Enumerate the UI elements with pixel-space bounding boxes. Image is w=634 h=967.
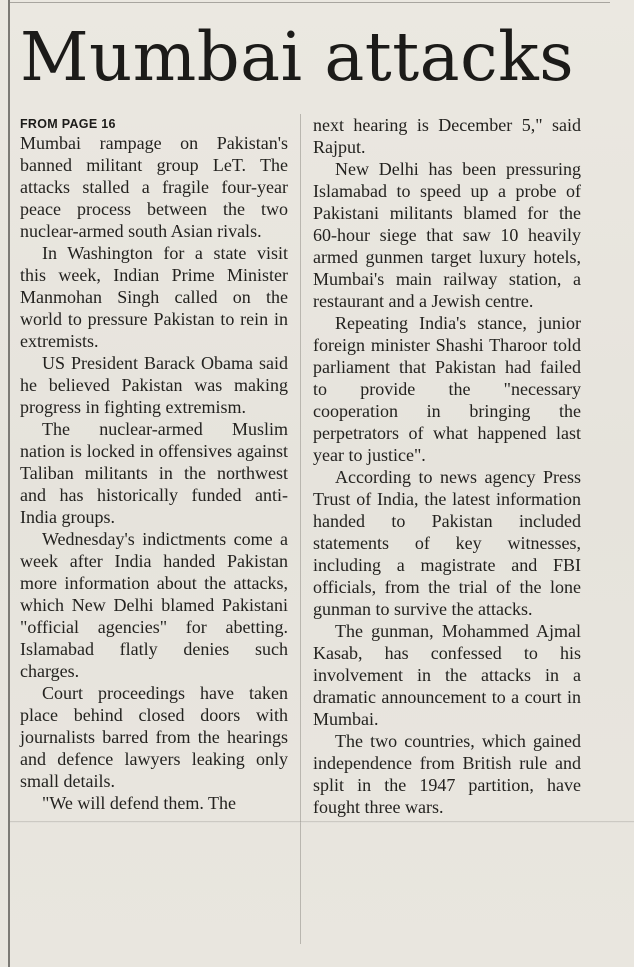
paragraph: Court proceedings have taken place behind closed doors with journalists barred from the hearings and defence lawyers leaking only small details.: [20, 683, 288, 791]
paragraph: The two countries, which gained independence from British rule and split in the 1947 partition, have fought three wars.: [313, 731, 581, 817]
paragraph: The nuclear-armed Muslim nation is locked in offensives against Taliban militants in the northwest and has historically funded anti-India groups.: [20, 419, 288, 527]
paragraph: US President Barack Obama said he believed Pakistan was making progress in fighting extremism.: [20, 353, 288, 417]
paragraph: "We will defend them. The: [42, 793, 237, 813]
kicker: FROM PAGE 16: [20, 117, 116, 131]
column-divider: [300, 114, 301, 944]
headline: Mumbai attacks: [20, 18, 575, 96]
top-rule: [10, 2, 610, 3]
paragraph: According to news agency Press Trust of India, the latest information handed to Pakistan included statements of key witnesses, including a magistrate and FBI officials, from the trial of the lone gunman to survive the attacks.: [313, 467, 581, 619]
article-column-right: [313, 114, 581, 818]
paragraph: Wednesday's indictments come a week after India handed Pakistan more information about the attacks, which New Delhi blamed Pakistani "official agencies" for abetting. Islamabad flatly denies such charges.: [20, 529, 288, 681]
paragraph: next hearing is December 5," said Rajput.: [313, 115, 581, 157]
paper-fold-line: [10, 821, 634, 823]
article-column-left: [20, 114, 288, 814]
paragraph: New Delhi has been pressuring Islamabad to speed up a probe of Pakistani militants blamed for the 60-hour siege that saw 10 heavily armed gunmen target luxury hotels, Mumbai's main railway station, a restaurant and a Jewish centre.: [313, 159, 581, 311]
paragraph: Mumbai rampage on Pakistan's banned militant group LeT. The attacks stalled a fragile four-year peace process between the two nuclear-armed south Asian rivals.: [20, 133, 288, 241]
paragraph: Repeating India's stance, junior foreign minister Shashi Tharoor told parliament that Pakistan had failed to provide the "necessary cooperation in bringing the perpetrators of what happened last year to justice".: [313, 313, 581, 465]
paragraph: In Washington for a state visit this week, Indian Prime Minister Manmohan Singh called on the world to pressure Pakistan to rein in extremists.: [20, 243, 288, 351]
paragraph: The gunman, Mohammed Ajmal Kasab, has confessed to his involvement in the attacks in a dramatic announcement to a court in Mumbai.: [313, 621, 581, 729]
